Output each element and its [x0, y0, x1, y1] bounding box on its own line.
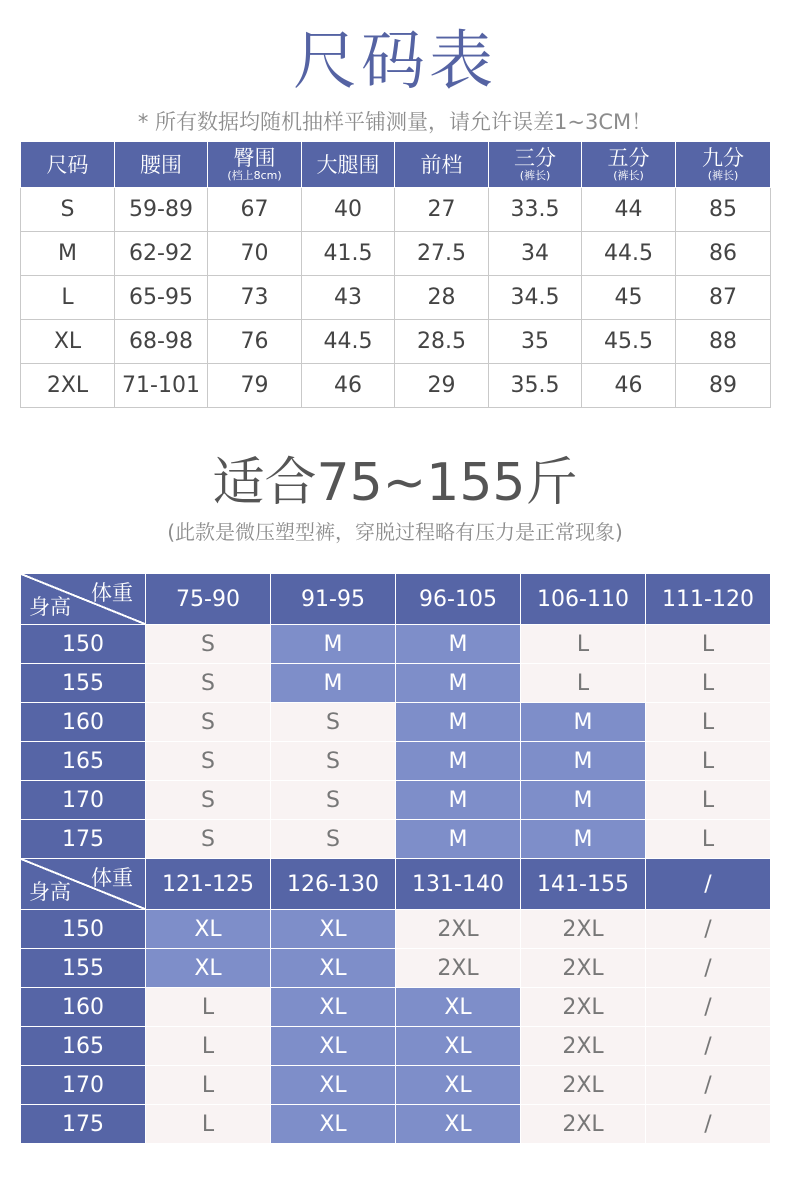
fit-size-cell: XL: [271, 1105, 396, 1144]
weight-label: 体重: [91, 581, 133, 605]
weight-range-header: 131-140: [396, 859, 521, 910]
size-cell: 76: [208, 320, 302, 364]
fit-size-cell: /: [646, 988, 771, 1027]
fit-size-cell: 2XL: [521, 949, 646, 988]
size-cell: 2XL: [21, 364, 115, 408]
size-cell: 34.5: [489, 276, 582, 320]
size-header-label: 前档: [420, 152, 463, 177]
size-header-sub: (档上8cm): [227, 169, 282, 182]
size-cell: 27.5: [395, 232, 489, 276]
height-label: 身高: [29, 595, 71, 619]
fit-size-cell: /: [646, 910, 771, 949]
size-header-sub: (裤长): [519, 169, 551, 182]
size-header-label: 大腿围: [316, 152, 380, 177]
fit-size-cell: L: [646, 664, 771, 703]
fit-size-cell: XL: [271, 988, 396, 1027]
size-header-sub: (裤长): [707, 169, 739, 182]
size-cell: 27: [395, 188, 489, 232]
size-table-body: [21, 188, 771, 408]
size-header-cell: [302, 142, 395, 188]
fit-size-cell: XL: [271, 910, 396, 949]
fit-size-cell: L: [646, 781, 771, 820]
size-header-cell: [582, 142, 676, 188]
fit-size-cell: 2XL: [396, 910, 521, 949]
height-label: 身高: [29, 880, 71, 904]
fit-size-cell: M: [271, 625, 396, 664]
fit-size-cell: S: [146, 625, 271, 664]
size-cell: 62-92: [115, 232, 208, 276]
size-cell: 71-101: [115, 364, 208, 408]
size-header-cell: [489, 142, 582, 188]
size-cell: 88: [676, 320, 771, 364]
fit-size-cell: M: [396, 820, 521, 859]
fit-size-cell: /: [646, 1066, 771, 1105]
size-table-header: [21, 142, 771, 188]
weight-range-header: 111-120: [646, 574, 771, 625]
fit-size-cell: L: [146, 1066, 271, 1105]
fit-header-row: [21, 859, 771, 910]
weight-range-header: /: [646, 859, 771, 910]
size-cell: 59-89: [115, 188, 208, 232]
height-cell: 165: [21, 1027, 146, 1066]
fit-size-cell: 2XL: [521, 1105, 646, 1144]
fit-row: [21, 781, 771, 820]
height-cell: 155: [21, 664, 146, 703]
size-cell: 45.5: [582, 320, 676, 364]
fit-size-cell: XL: [146, 949, 271, 988]
fit-corner: [21, 574, 146, 625]
size-cell: 35: [489, 320, 582, 364]
corner-diagonal: [21, 859, 145, 909]
fit-size-cell: M: [521, 820, 646, 859]
size-row: [21, 364, 771, 408]
fit-row: [21, 1027, 771, 1066]
fit-size-cell: S: [271, 781, 396, 820]
fit-row: [21, 664, 771, 703]
fit-size-cell: M: [396, 703, 521, 742]
fit-size-cell: M: [521, 703, 646, 742]
size-cell: 46: [302, 364, 395, 408]
height-cell: 175: [21, 820, 146, 859]
fit-size-cell: XL: [396, 1066, 521, 1105]
fit-size-cell: L: [146, 988, 271, 1027]
fit-size-cell: M: [396, 742, 521, 781]
size-cell: 44.5: [582, 232, 676, 276]
fit-row: [21, 703, 771, 742]
fit-size-cell: S: [271, 820, 396, 859]
size-cell: 46: [582, 364, 676, 408]
fit-size-cell: XL: [146, 910, 271, 949]
fit-size-cell: L: [146, 1027, 271, 1066]
fit-row: [21, 1105, 771, 1144]
fit-size-cell: XL: [396, 1027, 521, 1066]
size-cell: 33.5: [489, 188, 582, 232]
height-cell: 165: [21, 742, 146, 781]
weight-range-header: 91-95: [271, 574, 396, 625]
size-header-sub: (裤长): [613, 169, 644, 182]
height-cell: 175: [21, 1105, 146, 1144]
fit-size-cell: XL: [271, 949, 396, 988]
size-cell: L: [21, 276, 115, 320]
weight-range-header: 141-155: [521, 859, 646, 910]
fit-size-cell: M: [396, 664, 521, 703]
fit-size-cell: S: [146, 820, 271, 859]
fit-size-cell: L: [646, 703, 771, 742]
size-header-cell: [676, 142, 771, 188]
size-row: [21, 188, 771, 232]
weight-range-header: 121-125: [146, 859, 271, 910]
corner-diagonal: [21, 574, 145, 624]
fit-size-cell: 2XL: [521, 1027, 646, 1066]
fit-size-cell: M: [521, 781, 646, 820]
page-title: 尺码表: [293, 25, 497, 99]
size-cell: 41.5: [302, 232, 395, 276]
fit-row: [21, 742, 771, 781]
fit-header-row: [21, 574, 771, 625]
fit-size-cell: L: [521, 664, 646, 703]
fit-size-cell: /: [646, 1027, 771, 1066]
height-cell: 170: [21, 781, 146, 820]
size-header-cell: [395, 142, 489, 188]
size-cell: 29: [395, 364, 489, 408]
fit-size-cell: XL: [271, 1066, 396, 1105]
fit-size-cell: XL: [271, 1027, 396, 1066]
fit-size-cell: L: [646, 625, 771, 664]
weight-range-header: 96-105: [396, 574, 521, 625]
size-cell: 35.5: [489, 364, 582, 408]
size-header-cell: [115, 142, 208, 188]
fit-size-cell: XL: [396, 1105, 521, 1144]
size-cell: 40: [302, 188, 395, 232]
size-row: [21, 276, 771, 320]
fit-size-cell: 2XL: [521, 910, 646, 949]
size-cell: 65-95: [115, 276, 208, 320]
fit-note: (此款是微压塑型裤，穿脱过程略有压力是正常现象): [167, 520, 623, 544]
size-header-label: 三分: [514, 146, 556, 170]
fit-row: [21, 820, 771, 859]
size-cell: 67: [208, 188, 302, 232]
size-cell: 28.5: [395, 320, 489, 364]
size-cell: 85: [676, 188, 771, 232]
size-cell: 70: [208, 232, 302, 276]
size-cell: 73: [208, 276, 302, 320]
fit-row: [21, 1066, 771, 1105]
fit-size-cell: S: [146, 703, 271, 742]
size-cell: 43: [302, 276, 395, 320]
fit-size-cell: S: [146, 742, 271, 781]
fit-size-cell: L: [646, 742, 771, 781]
fit-size-cell: /: [646, 949, 771, 988]
height-cell: 160: [21, 988, 146, 1027]
fit-title: 适合75~155斤: [212, 453, 578, 513]
fit-size-cell: L: [146, 1105, 271, 1144]
height-cell: 160: [21, 703, 146, 742]
fit-size-cell: S: [271, 703, 396, 742]
fit-size-cell: M: [396, 625, 521, 664]
size-cell: M: [21, 232, 115, 276]
size-table: [20, 141, 771, 408]
fit-size-cell: M: [396, 781, 521, 820]
height-cell: 170: [21, 1066, 146, 1105]
fit-size-cell: M: [521, 742, 646, 781]
weight-range-header: 106-110: [521, 574, 646, 625]
size-header-label: 五分: [607, 146, 650, 170]
fit-grid: [20, 573, 771, 1144]
size-header-label: 九分: [702, 146, 744, 170]
fit-size-cell: 2XL: [521, 1066, 646, 1105]
fit-size-cell: S: [271, 742, 396, 781]
fit-row: [21, 910, 771, 949]
fit-size-cell: L: [521, 625, 646, 664]
size-header-label: 臀围: [233, 146, 276, 170]
size-cell: 68-98: [115, 320, 208, 364]
fit-row: [21, 949, 771, 988]
size-header-label: 腰围: [140, 152, 182, 177]
size-cell: 45: [582, 276, 676, 320]
size-cell: 34: [489, 232, 582, 276]
size-row: [21, 232, 771, 276]
weight-range-header: 75-90: [146, 574, 271, 625]
size-cell: S: [21, 188, 115, 232]
fit-size-cell: M: [271, 664, 396, 703]
fit-size-cell: XL: [396, 988, 521, 1027]
fit-size-cell: S: [146, 781, 271, 820]
size-header-cell: [21, 142, 115, 188]
fit-size-cell: 2XL: [396, 949, 521, 988]
size-cell: XL: [21, 320, 115, 364]
size-cell: 44: [582, 188, 676, 232]
fit-row: [21, 625, 771, 664]
fit-size-cell: 2XL: [521, 988, 646, 1027]
size-cell: 44.5: [302, 320, 395, 364]
size-cell: 86: [676, 232, 771, 276]
weight-label: 体重: [91, 866, 133, 890]
size-cell: 79: [208, 364, 302, 408]
size-row: [21, 320, 771, 364]
size-header-cell: [208, 142, 302, 188]
size-cell: 87: [676, 276, 771, 320]
measurement-note: * 所有数据均随机抽样平铺测量，请允许误差1~3CM！: [137, 110, 653, 134]
fit-size-cell: L: [646, 820, 771, 859]
weight-range-header: 126-130: [271, 859, 396, 910]
height-cell: 155: [21, 949, 146, 988]
height-cell: 150: [21, 625, 146, 664]
fit-size-cell: S: [146, 664, 271, 703]
size-cell: 28: [395, 276, 489, 320]
fit-row: [21, 988, 771, 1027]
size-cell: 89: [676, 364, 771, 408]
fit-corner: [21, 859, 146, 910]
size-header-label: 尺码: [46, 152, 89, 177]
height-cell: 150: [21, 910, 146, 949]
fit-size-cell: /: [646, 1105, 771, 1144]
